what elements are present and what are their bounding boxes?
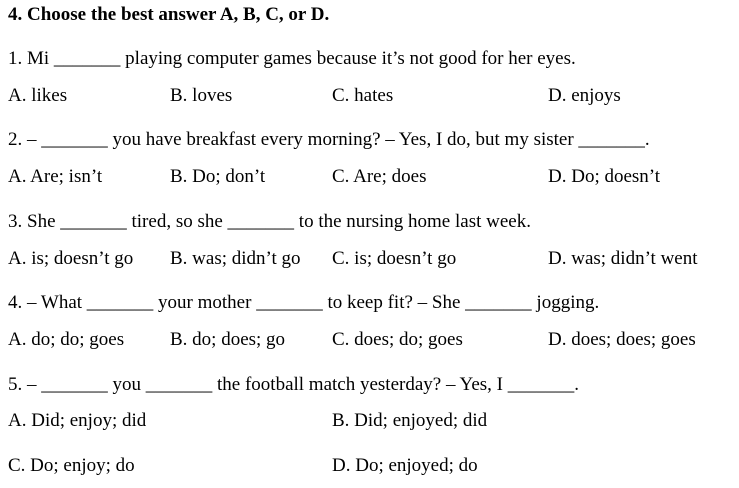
q3-option-d[interactable]: D. was; didn’t went — [548, 248, 698, 269]
q4-option-b[interactable]: B. do; does; go — [170, 329, 286, 350]
question-4-text: 4. – What _______ your mother _______ to keep fit? – She _______ jogging. — [8, 292, 600, 313]
q4-option-c[interactable]: C. does; do; goes — [332, 329, 463, 350]
q4-option-a[interactable]: A. do; do; goes — [8, 329, 125, 350]
q4-option-d[interactable]: D. does; does; goes — [548, 329, 696, 350]
q5-option-b[interactable]: B. Did; enjoyed; did — [332, 410, 488, 431]
q3-option-b[interactable]: B. was; didn’t go — [170, 248, 301, 269]
q2-option-d[interactable]: D. Do; doesn’t — [548, 166, 661, 187]
q5-option-d[interactable]: D. Do; enjoyed; do — [332, 455, 478, 476]
q3-option-c[interactable]: C. is; doesn’t go — [332, 248, 457, 269]
question-1-text: 1. Mi _______ playing computer games because it’s not good for her eyes. — [8, 48, 576, 69]
exercise-heading: 4. Choose the best answer A, B, C, or D. — [8, 4, 330, 25]
q2-option-c[interactable]: C. Are; does — [332, 166, 427, 187]
q2-option-a[interactable]: A. Are; isn’t — [8, 166, 103, 187]
q5-option-a[interactable]: A. Did; enjoy; did — [8, 410, 147, 431]
question-2-text: 2. – _______ you have breakfast every morning? – Yes, I do, but my sister _______. — [8, 129, 650, 150]
question-5-text: 5. – _______ you _______ the football match yesterday? – Yes, I _______. — [8, 374, 579, 395]
q1-option-b[interactable]: B. loves — [170, 85, 233, 106]
q3-option-a[interactable]: A. is; doesn’t go — [8, 248, 134, 269]
q1-option-a[interactable]: A. likes — [8, 85, 68, 106]
q1-option-d[interactable]: D. enjoys — [548, 85, 621, 106]
q2-option-b[interactable]: B. Do; don’t — [170, 166, 266, 187]
question-3-text: 3. She _______ tired, so she _______ to the nursing home last week. — [8, 211, 531, 232]
q1-option-c[interactable]: C. hates — [332, 85, 394, 106]
q5-option-c[interactable]: C. Do; enjoy; do — [8, 455, 135, 476]
